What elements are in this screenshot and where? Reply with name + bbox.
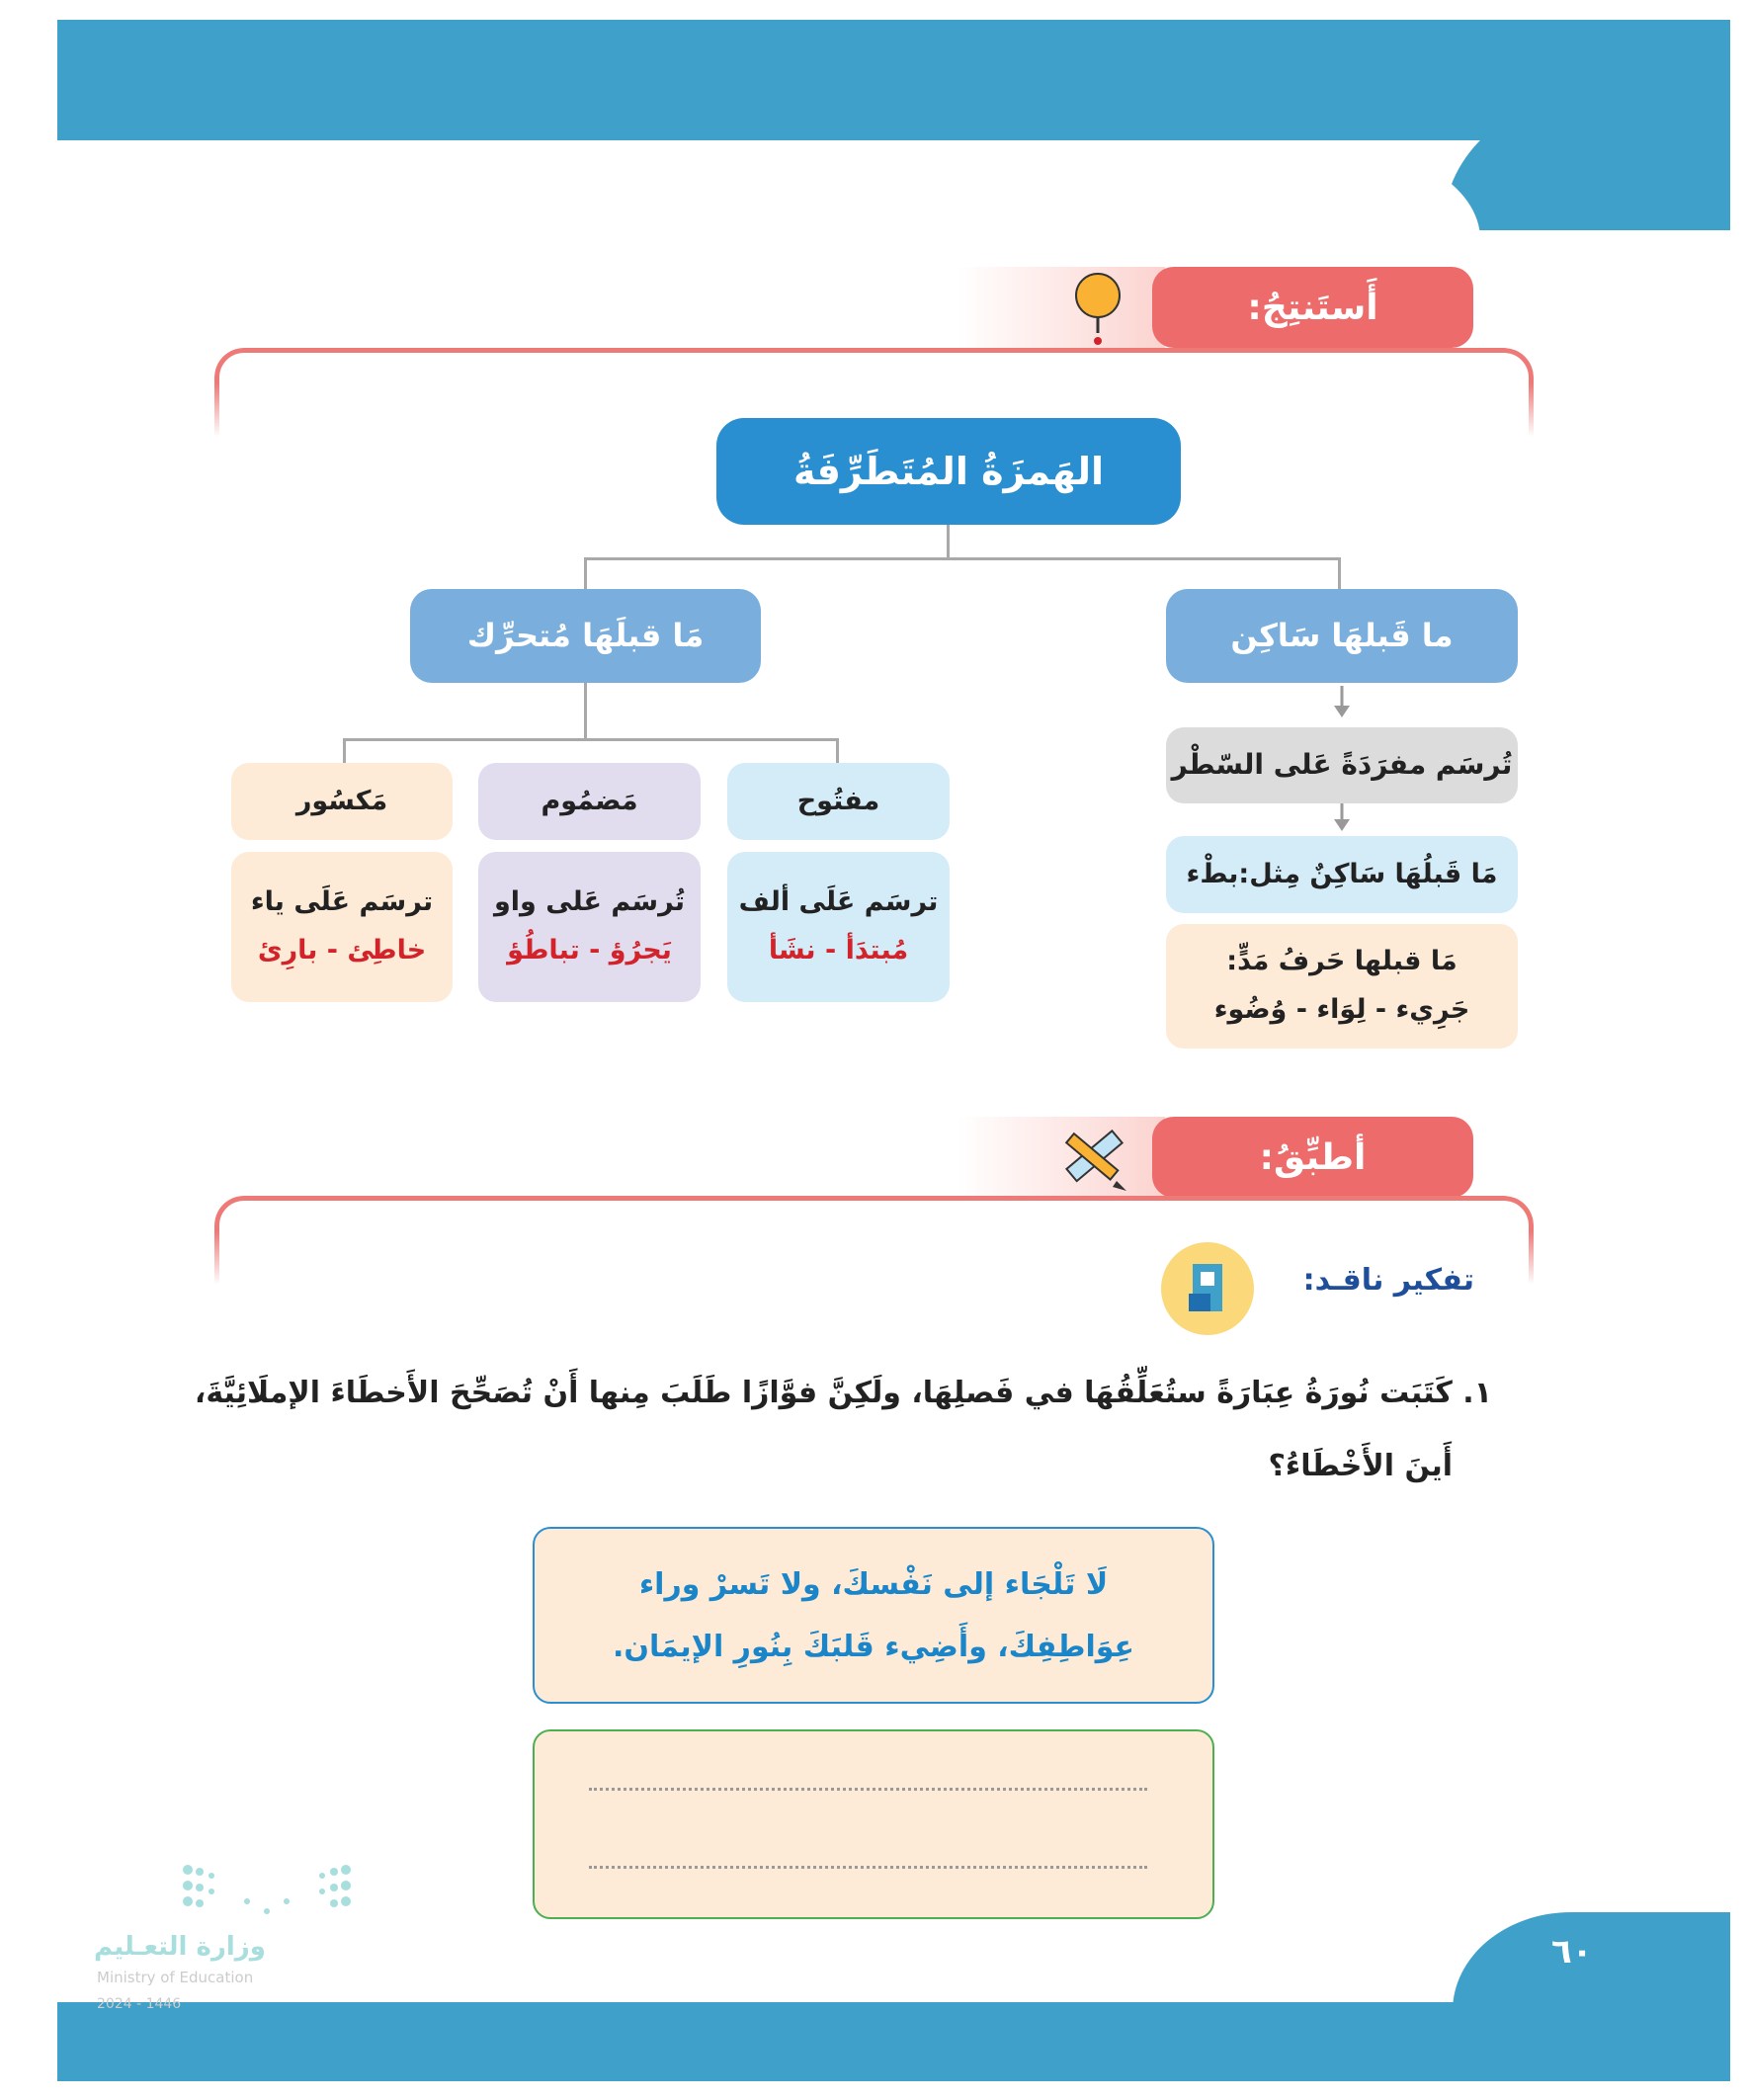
quote-line: لَا تَلْجَاء إلى نَفْسكَ، ولا تَسرْ وراء [638, 1566, 1109, 1602]
column-rule-maftuh [727, 852, 950, 1002]
header-gradient [958, 267, 1165, 348]
connector [1338, 557, 1341, 590]
pencil-ruler-icon [1057, 1122, 1128, 1193]
quote-line: عِوَاطِفِكَ، وأَضِيء قَلبَكَ بِنُورِ الإيمَان. [612, 1629, 1135, 1664]
question-text: كَتَبَت نُورَةُ عِبَارَةً ستُعَلِّقُهَا في فَصلِهَا، ولَكِنَّ فوَّازًا طَلَبَ مِنها أَنْ تُصَحِّحَ الأَخطَاءَ الإملَائِيَّةَ، [194, 1376, 1453, 1410]
connector [947, 525, 950, 559]
diagram-title: الهَمزَةُ المُتَطَرِّفَةُ [716, 418, 1181, 525]
column-rule-madmum [478, 852, 701, 1002]
column-label-madmum: مَضمُوم [478, 763, 701, 840]
column-rule-maksur [231, 852, 453, 1002]
column-label-maksur: مَكسُور [231, 763, 453, 840]
question-number: ١. [1462, 1376, 1492, 1410]
branch-still: ما قَبلهَا سَاكِن [1166, 589, 1518, 683]
banner-cutout [57, 140, 1480, 239]
answer-line[interactable] [589, 1788, 1147, 1791]
critical-thinking-label: تفكير ناقـد: [1302, 1263, 1474, 1298]
puzzle-icon [1161, 1242, 1254, 1335]
edition-year: 2024 - 1446 [97, 1996, 182, 2012]
still-example: مَا قَبلُهَا سَاكِنٌ مِثل:بطْء [1166, 836, 1518, 913]
madd-examples: جَرِيء - لِوَاء - وُضُوء [1213, 994, 1470, 1025]
madd-title: مَا قبلها حَرفُ مَدٍّ: [1226, 946, 1458, 977]
connector [584, 557, 1341, 560]
arrow-down-icon [1332, 686, 1352, 717]
still-rule: تُرسَم مفرَدَةً عَلى السّطْر [1166, 727, 1518, 803]
page-tab [1453, 1912, 1730, 2031]
rule-text: ترسَم عَلَى ألف [738, 886, 939, 918]
connector [836, 738, 839, 764]
ministry-name-en: Ministry of Education [97, 1969, 254, 1986]
connector [343, 738, 839, 741]
branch-moving: مَا قبلَهَا مُتحرِّك [410, 589, 761, 683]
madd-box [1166, 924, 1518, 1049]
column-label-maftuh: مفتُوح [727, 763, 950, 840]
arrow-down-icon [1332, 803, 1352, 831]
ministry-logo-icon [178, 1862, 356, 1917]
examples-text: مُبتدَأ - نشَأ [768, 935, 909, 966]
lightbulb-question-icon [1072, 272, 1124, 351]
apply-heading: أطبِّقُ: [1152, 1117, 1473, 1198]
answer-box[interactable] [533, 1729, 1214, 1919]
connector [343, 738, 346, 764]
question-line-2: أَينَ الأَخْطَاءُ؟ [1268, 1449, 1453, 1483]
connector [584, 683, 587, 740]
top-banner [57, 20, 1730, 140]
examples-text: يَجرُؤ - تباطُؤ [507, 935, 672, 966]
answer-line[interactable] [589, 1866, 1147, 1869]
rule-text: تُرسَم عَلى واو [493, 886, 686, 918]
conclude-heading: أَستَنتِجُ: [1152, 267, 1473, 348]
quote-box [533, 1527, 1214, 1704]
question-line-1 [194, 1376, 1492, 1410]
examples-text: خاطِئ - بارِئ [257, 935, 427, 966]
connector [584, 557, 587, 590]
page-number: ٦٠ [1551, 1932, 1593, 1972]
rule-text: ترسَم عَلَى ياء [250, 886, 434, 918]
ministry-name-ar: وزارة التعـليم [94, 1932, 266, 1962]
